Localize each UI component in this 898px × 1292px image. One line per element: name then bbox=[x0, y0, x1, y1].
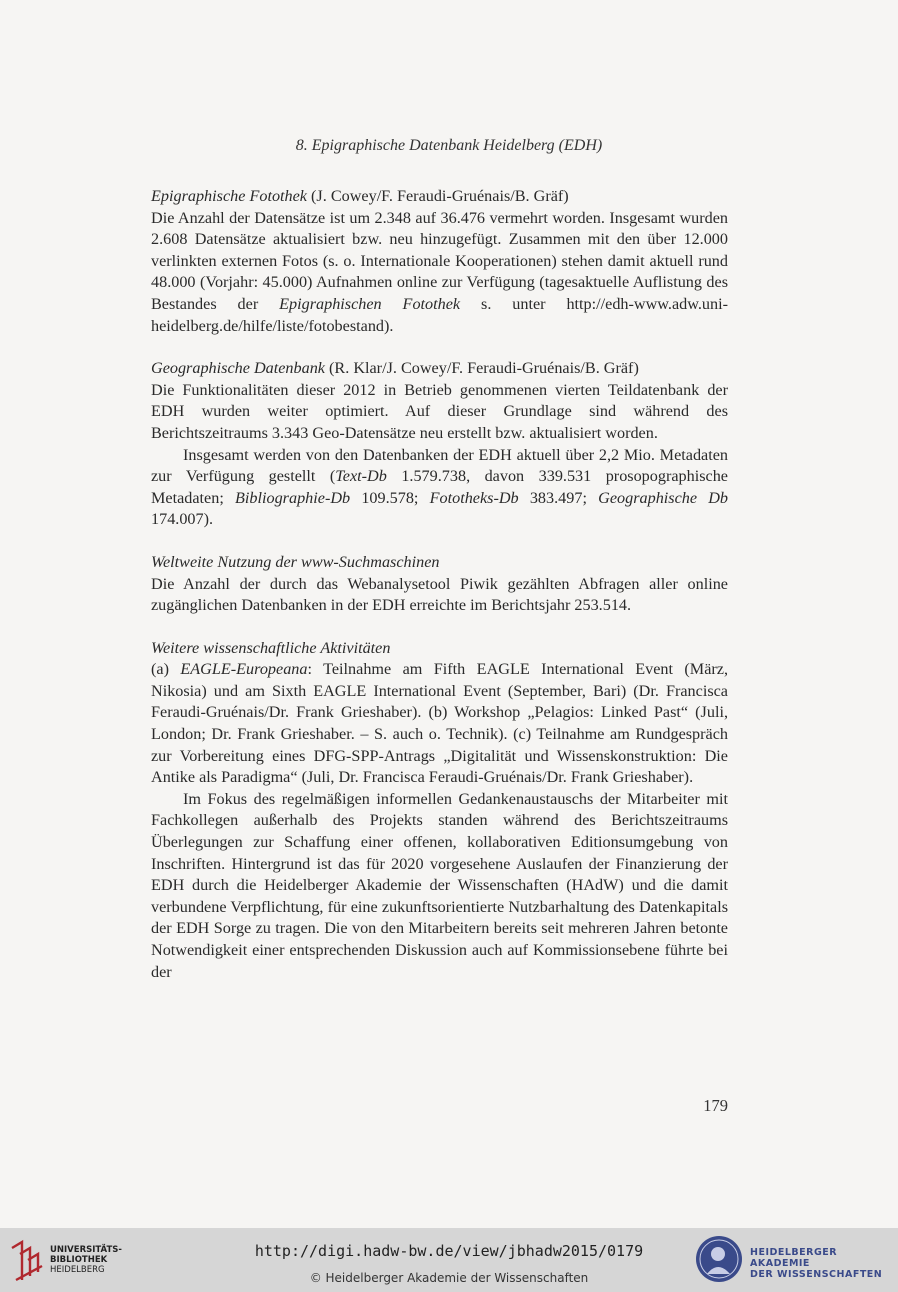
text-run: 1.579.738, davon 339.531 prosopographische Metadaten; bbox=[151, 467, 728, 507]
hadw-line: HEIDELBERGER AKADEMIE bbox=[750, 1247, 838, 1269]
body-text bbox=[151, 186, 728, 983]
paragraph bbox=[151, 208, 728, 338]
permalink-url[interactable]: http://digi.hadw-bw.de/view/jbhadw2015/0179 bbox=[254, 1242, 644, 1260]
ub-line: BIBLIOTHEK bbox=[50, 1255, 108, 1265]
paragraph bbox=[151, 445, 728, 531]
hadw-wordmark bbox=[750, 1247, 898, 1280]
section-title: Epigraphische Fotothek bbox=[151, 187, 307, 205]
page-number: 179 bbox=[703, 1096, 728, 1115]
paragraph bbox=[151, 659, 728, 789]
section-title: Weltweite Nutzung der www-Suchmaschinen bbox=[151, 552, 440, 571]
section-heading bbox=[151, 552, 728, 574]
section-heading bbox=[151, 186, 728, 208]
hadw-seal-icon bbox=[694, 1234, 744, 1284]
text-run: 174.007). bbox=[151, 510, 214, 529]
hadw-line: DER WISSENSCHAFTEN bbox=[750, 1269, 883, 1280]
text-run: : Teilnahme am Fifth EAGLE International Event (März, Nikosia) und am Sixth EAGLE International Event (September, Bari) (Dr. Francisca Feraudi-Gruénais/Dr. Frank Grieshaber). (b) Workshop „Pelagios: Linked Past“ (Juli, London; Dr. Frank Grieshaber. – S. auch o. Technik). (c) Teilnahme am Rundgespräch zur Vorbereitung eines DFG-SPP-Antrags „Digitalität und Wissenskonstruktion: Die Antike als Paradigma“ (Juli, Dr. Francisca Feraudi-Gruénais/Dr. Frank Grieshaber). bbox=[151, 660, 729, 787]
ub-line: UNIVERSITÄTS- bbox=[50, 1245, 122, 1255]
running-head: 8. Epigraphische Datenbank Heidelberg (EDH) bbox=[295, 137, 603, 154]
italic-run: Text-Db bbox=[335, 467, 387, 486]
italic-run: Epigraphischen Fotothek bbox=[279, 294, 461, 313]
section-authors: (R. Klar/J. Cowey/F. Feraudi-Gruénais/B. Gräf) bbox=[324, 359, 639, 378]
text-run: 383.497; bbox=[518, 488, 599, 507]
text-run: 109.578; bbox=[350, 488, 430, 507]
text-run: Die Anzahl der Datensätze ist um 2.348 auf 36.476 vermehrt worden. Insgesamt wurden 2.608 Datensätze aktualisiert bzw. neu hinzugefügt. Zusammen mit den über 12.000 verlinkten externen Fotos (s. o. Internationale Kooperationen) stehen damit aktuell rund 48.000 (Vorjahr: 45.000) Aufnahmen online zur Verfügung (tagesaktuelle Auflistung des Bestandes der bbox=[151, 208, 728, 313]
footer-bar bbox=[0, 1228, 898, 1292]
paragraph: Die Funktionalitäten dieser 2012 in Betrieb genommenen vierten Teildatenbank der EDH wurden weiter optimiert. Auf dieser Grundlage sind während des Berichtszeitraums 3.343 Geo-Datensätze neu erstellt bzw. aktualisiert worden. bbox=[151, 380, 728, 442]
italic-run: Geographische Db bbox=[598, 488, 729, 507]
section-heading bbox=[151, 358, 728, 380]
italic-run: EAGLE-Europeana bbox=[180, 660, 308, 679]
italic-run: Bibliographie-Db bbox=[235, 488, 351, 507]
section-heading bbox=[151, 638, 728, 660]
section-title: Weitere wissenschaftliche Aktivitäten bbox=[151, 638, 391, 657]
section-authors: (J. Cowey/F. Feraudi-Gruénais/B. Gräf) bbox=[307, 187, 569, 205]
text-run: s. unter http://edh-www.adw.uni-heidelberg.de/hilfe/liste/fotobestand). bbox=[151, 294, 728, 335]
ub-line: HEIDELBERG bbox=[50, 1265, 105, 1275]
copyright-notice: © Heidelberger Akademie der Wissenschaften bbox=[309, 1271, 589, 1285]
section-title: Geographische Datenbank bbox=[151, 359, 325, 378]
text-run: (a) bbox=[151, 660, 181, 679]
italic-run: Fototheks-Db bbox=[429, 488, 519, 507]
paragraph: Die Anzahl der durch das Webanalysetool Piwik gezählten Abfragen aller online zugänglichen Datenbanken in der EDH erreichte im Berichtsjahr 253.514. bbox=[151, 574, 728, 615]
text-run: Insgesamt werden von den Datenbanken der EDH aktuell über 2,2 Mio. Metadaten zur Verfügung gestellt ( bbox=[151, 445, 728, 486]
paragraph: Im Fokus des regelmäßigen informellen Gedankenaustauschs der Mitarbeiter mit Fachkollegen außerhalb des Projekts standen während des Berichtszeitraums Überlegungen zur Schaffung einer offenen, kollaborativen Editionsumgebung von Inschriften. Hintergrund ist das für 2020 vorgesehene Auslaufen der Finanzierung der EDH durch die Heidelberger Akademie der Wissenschaften (HAdW) und die damit verbundene Verpflichtung, für eine zukunftsorientierte Nutzbarhaltung des Datenkapitals der EDH Sorge zu tragen. Die von den Mitarbeitern bereits seit mehreren Jahren betonte Notwendigkeit einer entsprechenden Diskussion auch auf Kommissionsebene führte bei der bbox=[151, 789, 728, 981]
